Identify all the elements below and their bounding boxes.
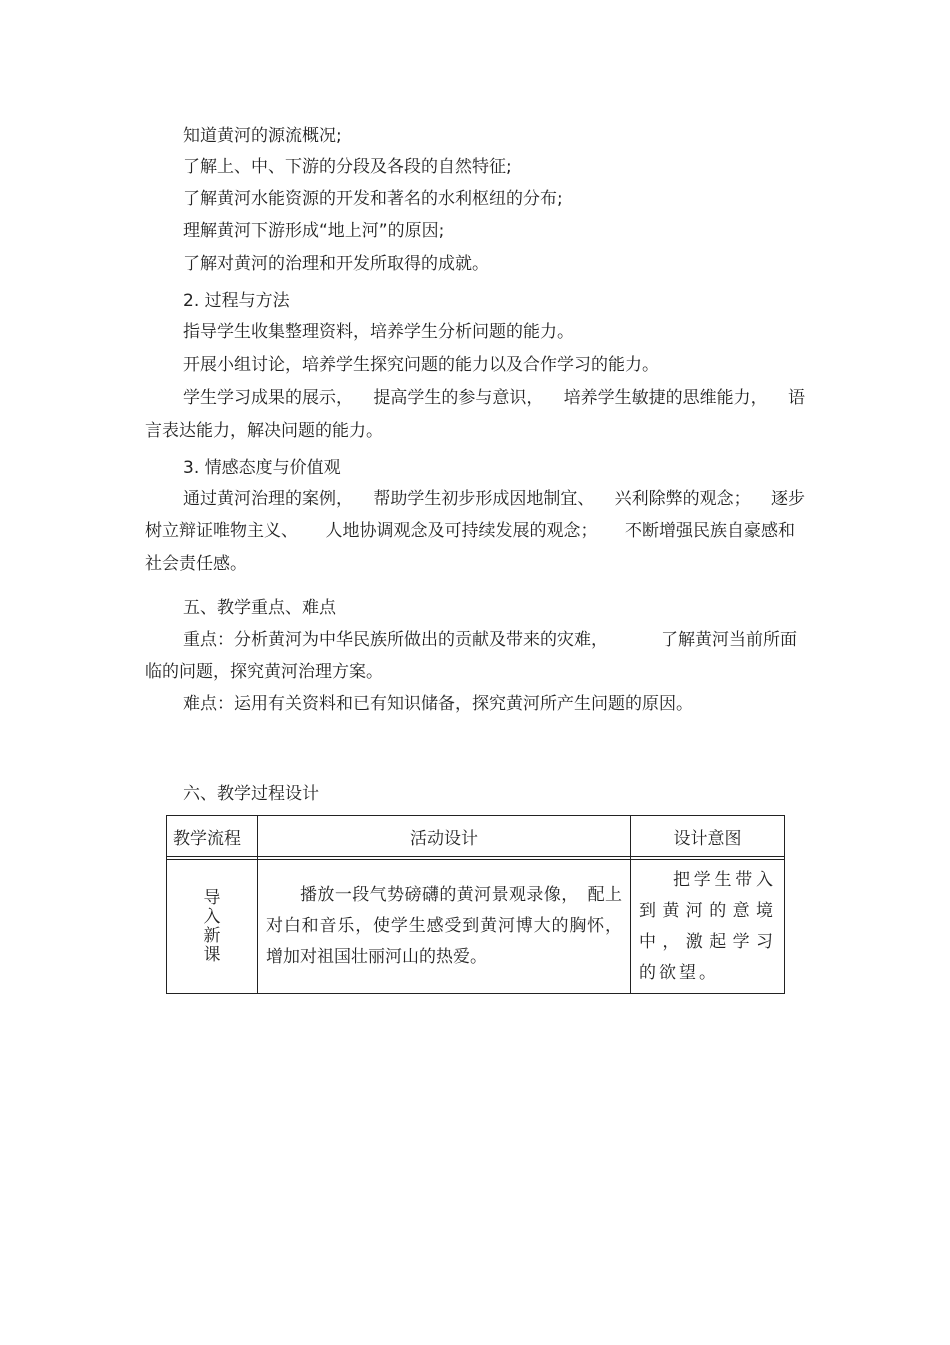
activity-cell: 播放一段气势磅礴的黄河景观录像， 配上对白和音乐，使学生感受到黄河博大的胸怀，增加对祖国壮丽河山的热爱。 (258, 860, 631, 994)
section5-heading: 五、教学重点、难点 (183, 598, 336, 618)
difficult-point-paragraph: 难点：运用有关资料和已有知识储备，探究黄河所产生问题的原因。 (183, 694, 693, 714)
emotion-heading: 3. 情感态度与价值观 (183, 458, 341, 478)
text-segment: 树立辩证唯物主义、 (145, 521, 298, 541)
text-segment: 帮助学生初步形成因地制宜、 (373, 489, 595, 509)
teaching-process-table (166, 815, 785, 994)
process-method-paragraph: 指导学生收集整理资料，培养学生分析问题的能力。 (183, 322, 574, 342)
key-point-continuation: 临的问题，探究黄河治理方案。 (145, 662, 383, 682)
text-segment: 了解黄河当前所面 (661, 630, 797, 650)
text-segment: 通过黄河治理的案例， (183, 489, 353, 509)
emotion-continuation: 社会责任感。 (145, 554, 247, 574)
objective-line: 了解对黄河的治理和开发所取得的成就。 (183, 254, 489, 274)
text-segment: 兴利除弊的观念； (614, 489, 751, 509)
header-cell-activity: 活动设计 (258, 816, 631, 857)
process-method-continuation: 言表达能力，解决问题的能力。 (145, 421, 383, 441)
stage-vertical-text (204, 889, 221, 965)
table-row (167, 860, 785, 994)
stage-char: 入 (203, 906, 221, 927)
stage-cell (167, 860, 258, 994)
process-method-heading: 2. 过程与方法 (183, 291, 290, 311)
text-segment: 不断增强民族自豪感和 (625, 521, 795, 541)
objective-line: 了解上、中、下游的分段及各段的自然特征; (183, 157, 512, 177)
process-method-paragraph: 开展小组讨论，培养学生探究问题的能力以及合作学习的能力。 (183, 355, 659, 375)
text-segment: 人地协调观念及可持续发展的观念； (325, 521, 598, 541)
stage-char: 新 (203, 925, 221, 946)
header-cell-intent: 设计意图 (631, 816, 785, 857)
intent-cell: 把学生带入到黄河的意境中，激起学习的欲望。 (631, 860, 785, 994)
text-segment: 提高学生的参与意识， (373, 388, 544, 408)
objective-line: 理解黄河下游形成“地上河”的原因; (183, 221, 445, 241)
stage-char: 导 (203, 887, 221, 908)
emotion-paragraph (183, 488, 805, 510)
header-cell-flow: 教学流程 (167, 816, 258, 857)
text-segment: 语 (787, 388, 805, 408)
table-header-row (167, 816, 785, 857)
text-segment: 逐步 (770, 489, 805, 509)
stage-char: 课 (203, 944, 221, 965)
emotion-paragraph (145, 520, 795, 542)
objective-line: 了解黄河水能资源的开发和著名的水利枢纽的分布; (183, 189, 563, 209)
section6-heading: 六、教学过程设计 (183, 784, 319, 804)
text-segment: 学生学习成果的展示， (183, 388, 353, 408)
text-segment: 重点：分析黄河为中华民族所做出的贡献及带来的灾难， (183, 630, 608, 650)
objective-line: 知道黄河的源流概况; (183, 126, 342, 146)
key-point-paragraph (183, 629, 797, 651)
text-segment: 培养学生敏捷的思维能力， (563, 388, 768, 408)
process-method-paragraph (183, 387, 805, 409)
